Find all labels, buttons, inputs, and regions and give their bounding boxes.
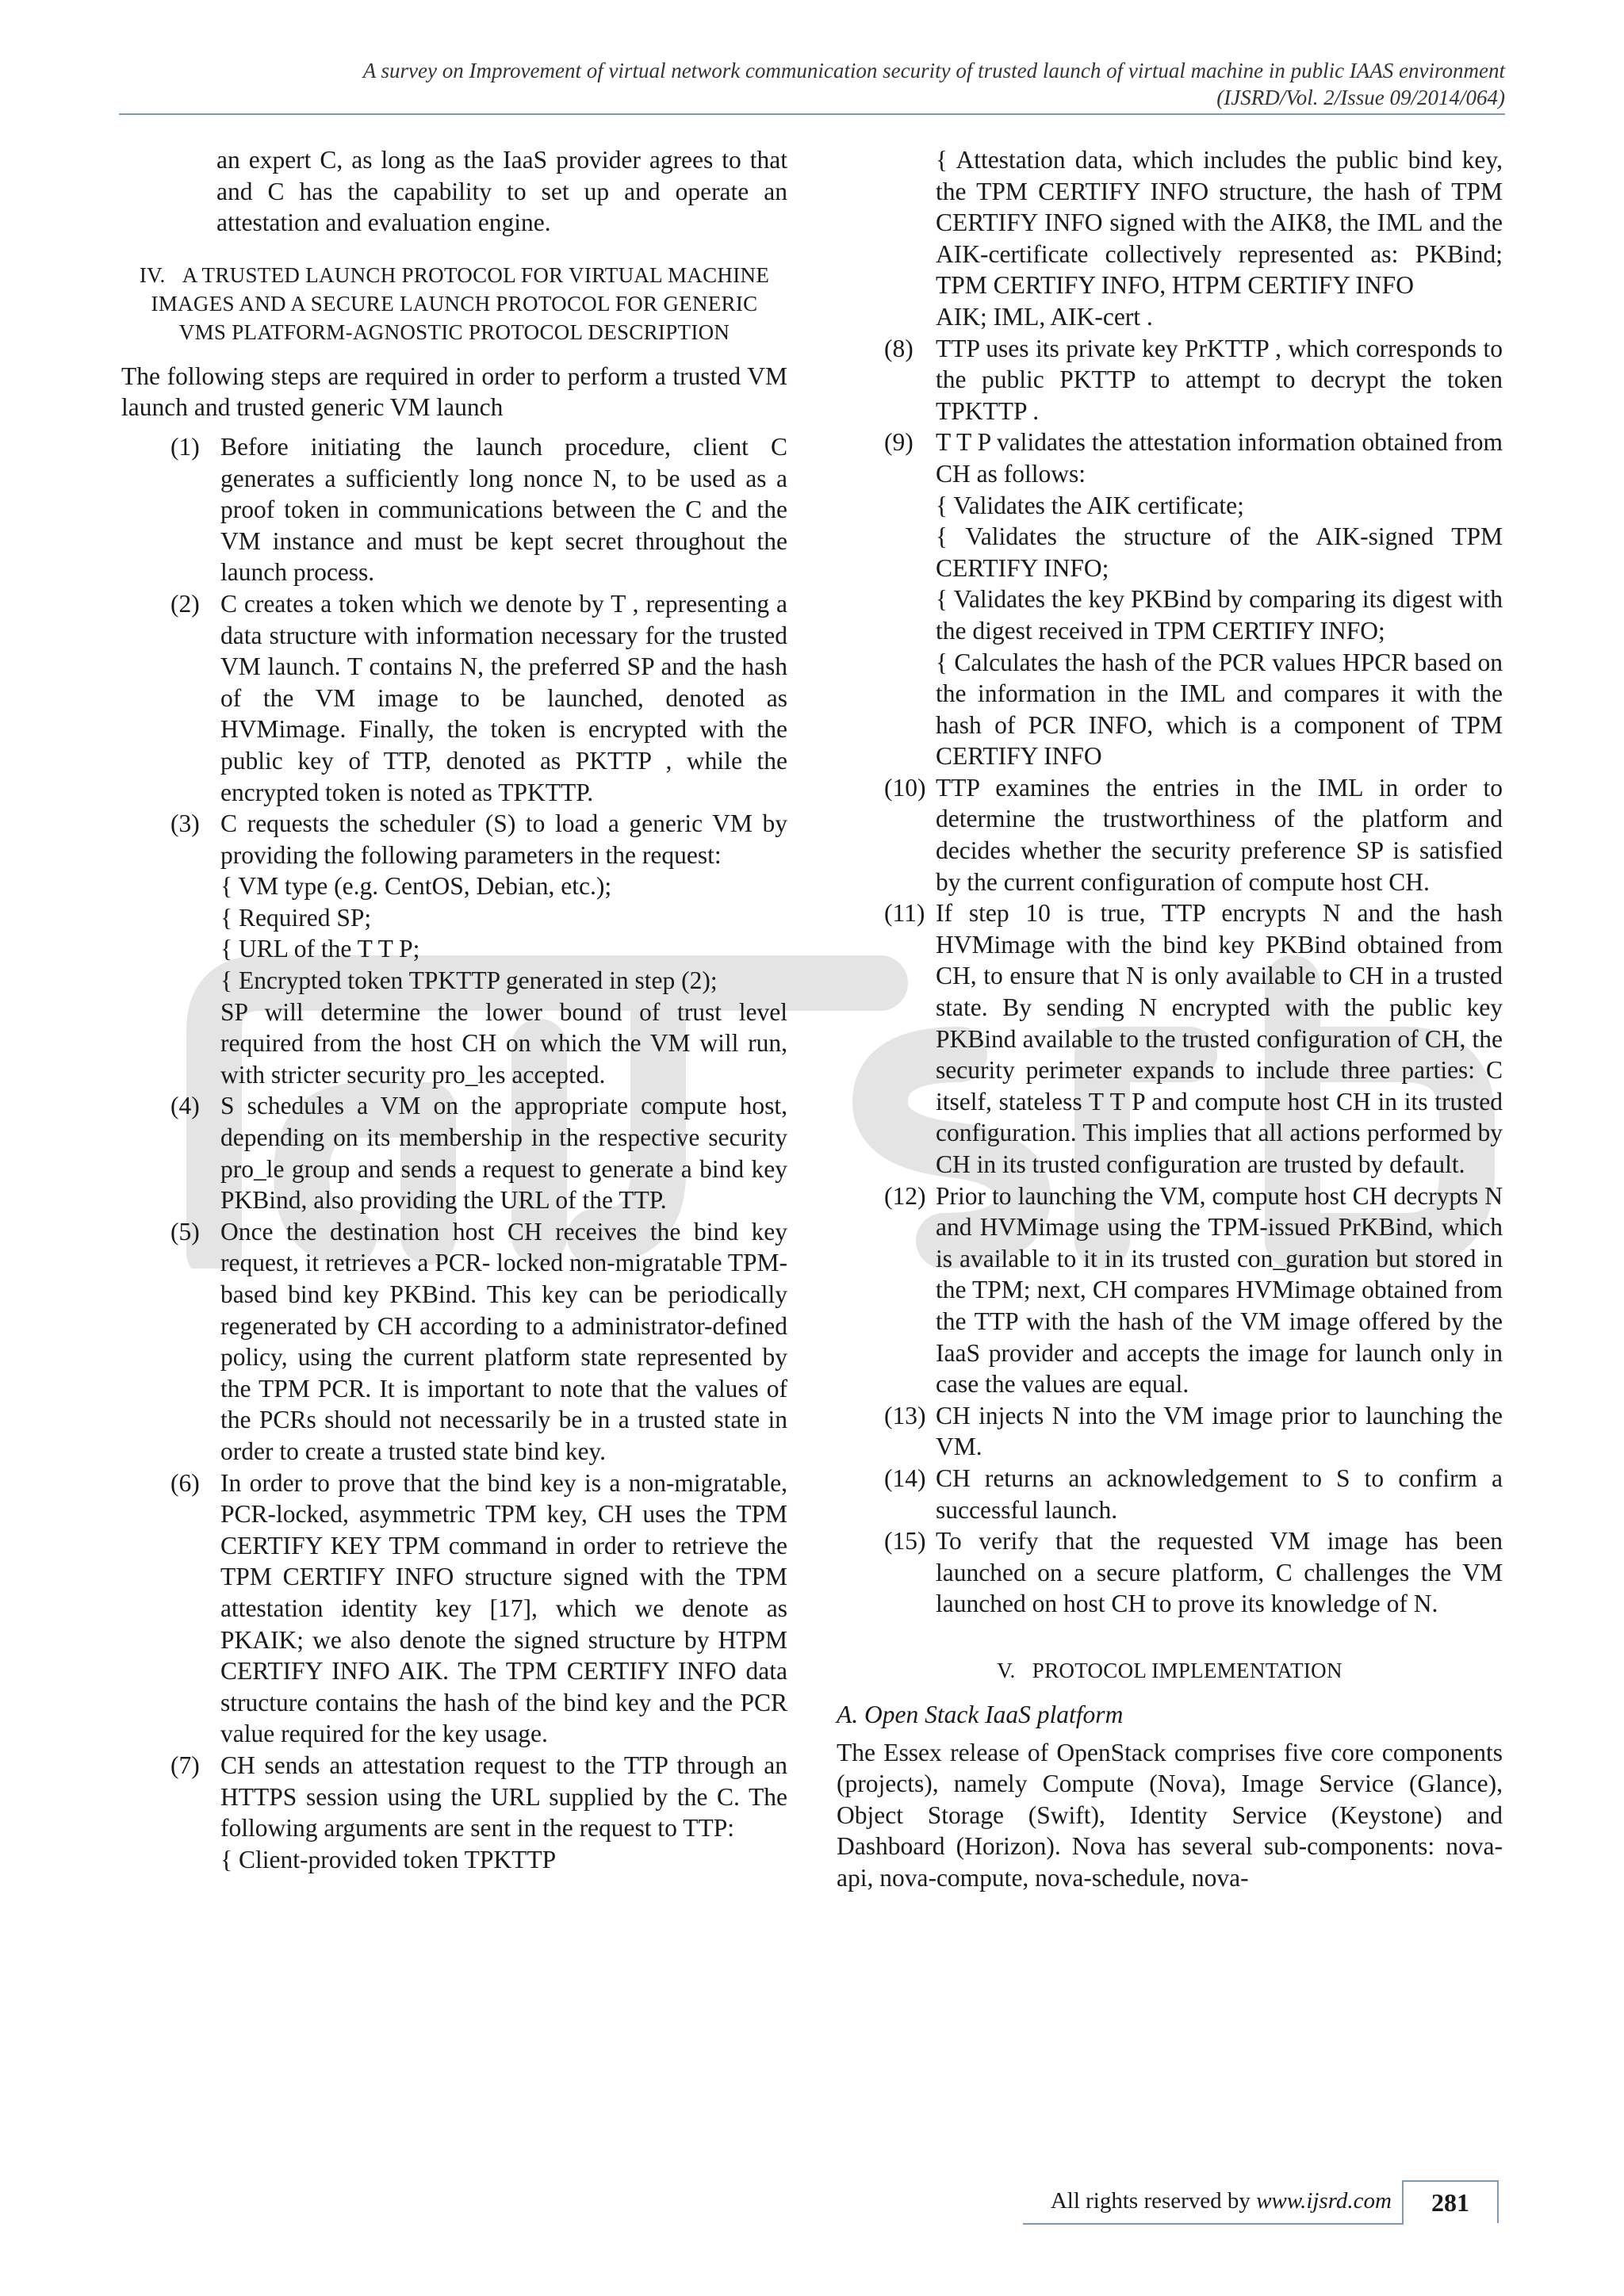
step-number: (8) [884,334,914,362]
step-item [837,772,1503,897]
running-header [119,57,1505,111]
right-column [837,144,1503,1893]
step-number: (10) [884,773,926,802]
step7-continuation: { Attestation data, which includes the public bind key, the TPM CERTIFY INFO structure, the hash of TPM CERTIFY INFO signed with the AIK8, the IML and the AIK-certificate collectively represented as: PKBind; TPM CERTIFY INFO, HTPM CERTIFY INFO [936,146,1503,300]
step-text: C requests the scheduler (S) to load a generic VM by providing the following parameters in the request: [220,809,787,869]
step-subitem: { URL of the T T P; [220,935,420,963]
step-item [837,1181,1503,1400]
section-v-heading [837,1656,1503,1685]
step-item [837,427,1503,772]
section-iv-number: IV. [139,262,166,287]
page-number: 281 [1402,2180,1499,2223]
step-list-right [837,333,1503,1620]
step-text: S schedules a VM on the appropriate compute host, depending on its membership in the respective security pro_le group and sends a request to generate a bind key PKBind, also providing the URL of the TTP. [220,1092,787,1215]
step-subitem: { Encrypted token TPKTTP generated in step (2); [220,966,718,995]
step-subitem: { Calculates the hash of the PCR values HPCR based on the information in the IML and compares it with the hash of PCR INFO, which is a component of TPM CERTIFY INFO [936,648,1503,771]
page-footer [1023,2180,1499,2228]
step-number: (2) [170,589,200,618]
step-text: CH returns an acknowledgement to S to confirm a successful launch. [936,1464,1503,1524]
step-subitem: { Validates the structure of the AIK-signed TPM CERTIFY INFO; [936,522,1503,582]
step-text: T T P validates the attestation information obtained from CH as follows: [936,428,1503,488]
step-item [837,1463,1503,1525]
step-subitem: { Validates the AIK certificate; [936,491,1244,519]
step-number: (3) [170,809,200,838]
step-number: (4) [170,1092,200,1120]
step-text: In order to prove that the bind key is a non-migratable, PCR-locked, asymmetric TPM key, CH uses the TPM CERTIFY KEY TPM command in order to retrieve the TPM CERTIFY INFO structure signed with the TPM attestation identity key [17], which we denote as PKAIK; we also denote the signed structure by HTPM CERTIFY INFO AIK. The TPM CERTIFY INFO data structure contains the hash of the bind key and the PCR value required for the key usage. [220,1468,787,1748]
step-number: (1) [170,432,200,461]
step-number: (12) [884,1181,926,1210]
step-list-left [121,431,787,1875]
step-item [837,333,1503,427]
step7-continuation-tail: AIK; IML, AIK-cert . [936,302,1153,331]
step-number: (5) [170,1217,200,1246]
section-v-number: V. [997,1658,1016,1682]
step-text: CH injects N into the VM image prior to launching the VM. [936,1401,1503,1461]
header-citation: (IJSRD/Vol. 2/Issue 09/2014/064) [1216,86,1505,109]
step-item [837,897,1503,1180]
footer-rights: All rights reserved by [1050,2188,1251,2214]
step-number: (9) [884,428,914,457]
lead-paragraph: The following steps are required in order to perform a trusted VM launch and trusted generic VM launch [121,362,787,422]
step-number: (14) [884,1464,926,1492]
step-number: (7) [170,1751,200,1779]
step-text: C creates a token which we denote by T , representing a data structure with information necessary for the trusted VM launch. T contains N, the preferred SP and the hash of the VM image to be launched, denoted as HVMimage. Finally, the token is encrypted with the public key of TTP, denoted as PKTTP , while the encrypted token is noted as TPKTTP. [220,589,787,806]
step-text: To verify that the requested VM image has been launched on a secure platform, C challenges the VM launched on host CH to prove its knowledge of N. [936,1527,1503,1618]
left-column [121,144,787,1875]
footer-site-link[interactable]: www.ijsrd.com [1256,2188,1392,2214]
step-item [121,1468,787,1750]
header-rule [119,113,1505,115]
step-subitem: { Required SP; [220,903,372,932]
step-number: (15) [884,1527,926,1556]
step-item [837,1525,1503,1620]
step-text: If step 10 is true, TTP encrypts N and the hash HVMimage with the bind key PKBind obtained from CH, to ensure that N is only available to CH in a trusted state. By sending N encrypted with the public key PKBind available to the trusted configuration of CH, the security perimeter expands to include three parties: C itself, stateless T T P and compute host CH in its trusted configuration. This implies that all actions performed by CH in its trusted configuration are trusted by default. [936,899,1503,1178]
step-number: (13) [884,1401,926,1429]
step-text: Prior to launching the VM, compute host CH decrypts N and HVMimage using the TPM-issued PrKBind, which is available to it in its trusted con_guration but stored in the TPM; next, CH compares HVMimage obtained from the TTP with the hash of the VM image offered by the IaaS provider and accepts the image for launch only in case the values are equal. [936,1181,1503,1399]
step-subitem: { VM type (e.g. CentOS, Debian, etc.); [220,872,612,901]
step-text: TTP uses its private key PrKTTP , which corresponds to the public PKTTP to attempt to decrypt the token TPKTTP . [936,334,1503,425]
step-number: (6) [170,1468,200,1497]
step-text: Before initiating the launch procedure, client C generates a sufficiently long nonce N, to be used as a proof token in communications between the C and the VM instance and must be kept secret throughout the launch process. [220,432,787,587]
step-number: (11) [884,899,925,928]
step-item [121,1750,787,1875]
step-text: CH sends an attestation request to the TTP through an HTTPS session using the URL supplied by the C. The following arguments are sent in the request to TTP: [220,1751,787,1843]
openstack-paragraph: The Essex release of OpenStack comprises five core components (projects), namely Compute (Nova), Image Service (Glance), Object Storage (Swift), Identity Service (Keystone) and Dashboard (Horizon). Nova has several sub-components: nova-api, nova-compute, nova-schedule, nova- [837,1738,1503,1892]
section-iv-line2: IMAGES AND A SECURE LAUNCH PROTOCOL FOR GENERIC [151,291,758,316]
step-text: Once the destination host CH receives the bind key request, it retrieves a PCR- locked non-migratable TPM-based bind key PKBind. This key can be periodically regenerated by CH according to a administrator-defined policy, using the current platform state represented by the TPM PCR. It is important to note that the values of the PCRs should not necessarily be in a trusted state in order to create a trusted state bind key. [220,1217,787,1465]
step-item [121,1216,787,1468]
intro-paragraph: an expert C, as long as the IaaS provider agrees to that and C has the capability to set up and operate an attestation and evaluation engine. [216,146,787,237]
subsection-heading: A. Open Stack IaaS platform [837,1700,1124,1728]
step-subitem: { Validates the key PKBind by comparing its digest with the digest received in TPM CERTIFY INFO; [936,585,1503,645]
header-title: A survey on Improvement of virtual network communication security of trusted launch of virtual machine in public IAAS environment [362,59,1505,82]
step-subitem: { Client-provided token TPKTTP [220,1845,557,1873]
section-iv-line3: VMS PLATFORM-AGNOSTIC PROTOCOL DESCRIPTION [178,320,730,344]
section-iv-heading [121,261,787,346]
step-item [121,1090,787,1215]
step-text: TTP examines the entries in the IML in order to determine the trustworthiness of the platform and decides whether the security preference SP is satisfied by the current configuration of compute host CH. [936,773,1503,896]
step-item [121,431,787,588]
step-subitem: SP will determine the lower bound of trust level required from the host CH on which the VM will run, with stricter security pro_les accepted. [220,997,787,1089]
step-item [837,1400,1503,1463]
section-v-title: PROTOCOL IMPLEMENTATION [1032,1658,1342,1682]
footer-rule [1023,2223,1404,2225]
step-item [121,588,787,808]
section-iv-line1: A TRUSTED LAUNCH PROTOCOL FOR VIRTUAL MACHINE [182,262,770,287]
step-item [121,808,787,1090]
